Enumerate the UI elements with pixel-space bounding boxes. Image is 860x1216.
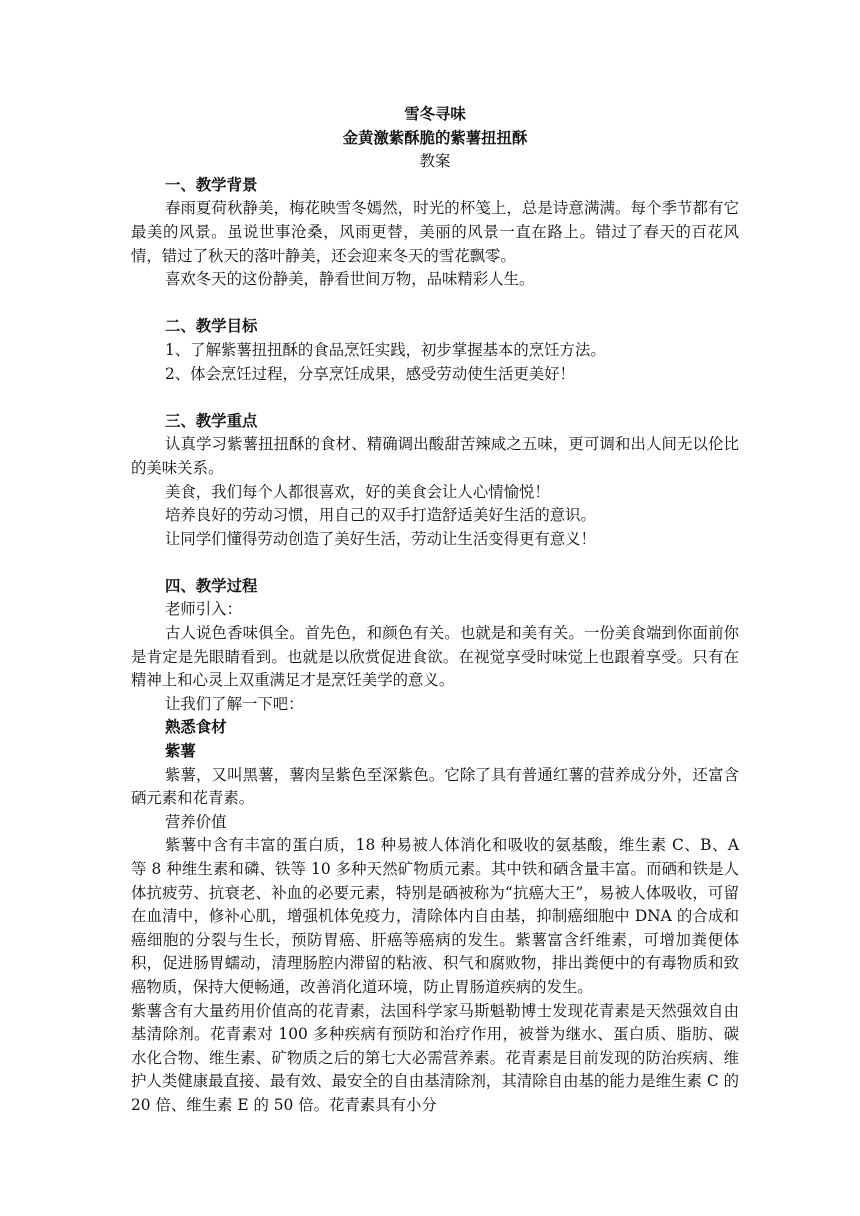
paragraph: 认真学习紫薯扭扭酥的食材、精确调出酸甜苦辣咸之五味，更可调和出人间无以伦比的美味关系。 — [131, 435, 739, 477]
section-heading-focus: 三、教学重点 — [165, 411, 258, 430]
paragraph: 老师引入： — [165, 600, 242, 619]
paragraph: 2、体会烹饪过程，分享烹饪成果，感受劳动使生活更美好！ — [165, 364, 575, 383]
section-heading-goals: 二、教学目标 — [165, 317, 258, 336]
paragraph: 紫薯中含有丰富的蛋白质，18 种易被人体消化和吸收的氨基酸，维生素 C、B、A 等 8 种维生素和磷、铁等 10 多种天然矿物质元素。其中铁和硒含量丰富。而硒和铁是人体抗疲劳、抗衰老、补血的必要元素，特别是硒被称为“抗癌大王”，易被人体吸收，可留在血清中，修补心肌，增强机体免疫力，清除体内自由基，抑制癌细胞中 DNA 的合成和癌细胞的分裂与生长，预防胃癌、肝癌等癌病的发生。紫薯富含纤维素，可增加粪便体积，促进肠胃蠕动，清理肠腔内滞留的粘液、积气和腐败物，排出粪便中的有毒物质和致癌物质，保持大便畅通，改善消化道环境，防止胃肠道疾病的发生。 — [131, 836, 739, 996]
paragraph: 紫薯含有大量药用价值高的花青素，法国科学家马斯魁勒博士发现花青素是天然强效自由基清除剂。花青素对 100 多种疾病有预防和治疗作用，被誉为继水、蛋白质、脂肪、碳水化合物、维生素、矿物质之后的第七大必需营养素。花青素是目前发现的防治疾病、维护人类健康最直接、最有效、最安全的自由基清除剂，其清除自由基的能力是维生素 C 的 20 倍、维生素 E 的 50 倍。花青素具有小分 — [131, 1001, 739, 1114]
spacer — [131, 386, 739, 410]
paragraph: 美食，我们每个人都很喜欢，好的美食会让人心情愉悦！ — [165, 482, 550, 501]
document-title: 雪冬寻味 — [404, 105, 466, 123]
paragraph: 喜欢冬天的这份静美，静看世间万物，品味精彩人生。 — [165, 270, 535, 289]
paragraph: 古人说色香味俱全。首先色，和颜色有关。也就是和美有关。一份美食端到你面前你是肯定是先眼睛看到。也就是以欣赏促进食欲。在视觉享受时味觉上也跟着享受。只有在精神上和心灵上双重满足才是烹饪美学的意义。 — [131, 624, 739, 690]
paragraph: 培养良好的劳动习惯，用自己的双手打造舒适美好生活的意识。 — [165, 506, 596, 525]
paragraph: 让同学们懂得劳动创造了美好生活，劳动让生活变得更有意义！ — [165, 529, 596, 548]
paragraph-label-nutrition: 营养价值 — [165, 812, 227, 831]
document-subtitle-title: 金黄激紫酥脆的紫薯扭扭酥 — [342, 128, 528, 147]
subheading-purple-sweet-potato: 紫薯 — [165, 742, 196, 761]
paragraph: 1、了解紫薯扭扭酥的食品烹饪实践，初步掌握基本的烹饪方法。 — [165, 340, 606, 359]
paragraph: 春雨夏荷秋静美，梅花映雪冬嫣然，时光的杯笺上，总是诗意满满。每个季节都有它最美的风景。虽说世事沧桑，风雨更替，美丽的风景一直在路上。错过了春天的百花风情，错过了秋天的落叶静美，还会迎来冬天的雪花飘零。 — [131, 199, 739, 265]
paragraph: 让我们了解一下吧： — [165, 694, 304, 713]
spacer — [131, 551, 739, 575]
section-heading-background: 一、教学背景 — [165, 175, 258, 194]
paragraph: 紫薯，又叫黑薯，薯肉呈紫色至深紫色。它除了具有普通红薯的营养成分外，还富含硒元素和花青素。 — [131, 765, 739, 808]
document-page — [131, 103, 739, 1118]
spacer — [131, 292, 739, 316]
section-heading-process: 四、教学过程 — [165, 576, 258, 595]
subheading-ingredients: 熟悉食材 — [165, 718, 227, 737]
document-type-label: 教案 — [419, 152, 451, 171]
